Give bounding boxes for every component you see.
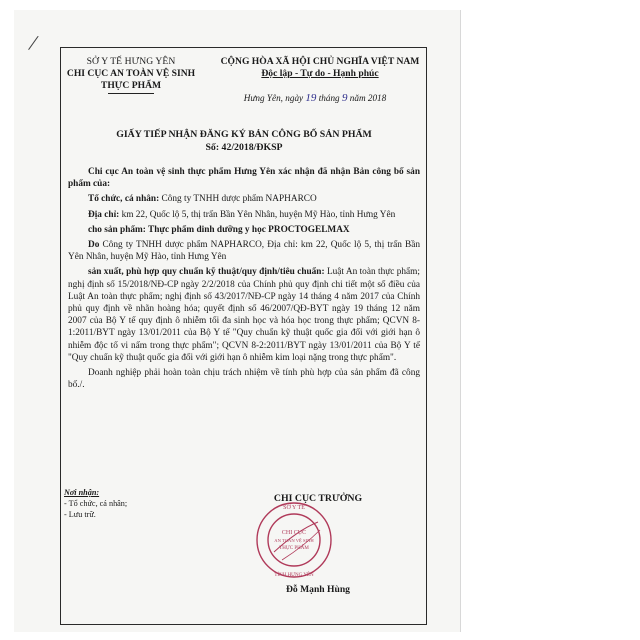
org-paragraph [68,193,420,205]
closing-paragraph: Doanh nghiệp phải hoàn toàn chịu trách nhiệm về tính phù hợp của sản phẩm đã công bố./. [68,368,420,391]
issue-date [210,92,420,104]
issuer-dept-line2: THỰC PHẨM [100,80,162,91]
date-day: 19 [305,92,317,104]
recipients-label: Nơi nhận: [64,488,100,497]
national-motto: Độc lập - Tự do - Hạnh phúc [261,68,379,79]
producer-label: Do [88,240,100,251]
standards-paragraph [68,266,420,364]
recipient-item: - Lưu trữ. [64,510,96,519]
stamp-line2: AN TOÀN VỆ SINH [274,538,314,543]
standards-label: sản xuất, phù hợp quy chuẩn kỹ thuật/quy định/tiêu chuẩn: [88,267,325,278]
date-month: 9 [341,92,348,104]
issuer-dept-line1: CHI CỤC AN TOÀN VỆ SINH [66,68,196,79]
producer-value: Công ty TNHH dược phẩm NAPHARCO, Địa chỉ: km 22, Quốc lộ 5, thị trấn Bần Yên Nhân, huyện Mỹ Hào, tỉnh Hưng Yên [68,240,421,263]
signer-name: Đỗ Mạnh Hùng [286,584,350,595]
stamp-line1: CHI CỤC [281,530,307,536]
country-name: CỘNG HÒA XÃ HỘI CHỦ NGHĨA VIỆT NAM [220,56,420,67]
issuer-org: SỞ Y TẾ HƯNG YÊN [86,56,176,67]
address-label: Địa chỉ: [88,209,120,220]
title-main: GIẤY TIẾP NHẬN ĐĂNG KÝ BẢN CÔNG BỐ SẢN PHẨM [116,129,372,140]
document-body [68,166,420,394]
standards-value: Luật An toàn thực phẩm; nghị định số 15/2018/NĐ-CP ngày 2/2/2018 của Chính phủ quy định chi tiết một số điều của Luật An toàn thực phẩm; nghị định số 43/2017/NĐ-CP ngày 14 tháng 4 năm 2017 của Chính phủ quy định về nhãn hoàng hóa; quyết định số 46/2007/QĐ-BYT ngày 19 tháng 12 năm 2007 của Bộ Y tế quy định ô nhiễm tối đa sinh học và hóa học trong thực phẩm; QCVN 8-1:2011/BYT ngày 13/01/2011 của Bộ Y tế "Quy chuẩn kỹ thuật quốc gia đối với giới hạn ô nhiễm độc tố vi nấm trong thực phẩm"; QCVN 8-2:2011/BYT ngày 13/01/2011 của Bộ Y tế "Quy chuẩn kỹ thuật quốc gia đối với giới hạn ô nhiễm kim loại nặng trong thực phẩm". [68,267,420,363]
national-header [220,56,420,80]
issuer-underline [108,93,154,94]
stamp-top-text: SỞ Y TẾ [283,505,305,511]
signer-title: CHI CỤC TRƯỞNG [273,493,363,504]
date-year: năm 2018 [349,93,387,103]
recipient-item: - Tổ chức, cá nhân; [64,499,128,508]
producer-paragraph [68,239,420,263]
address-paragraph [68,209,420,221]
official-seal-stamp [254,500,334,580]
org-label: Tổ chức, cá nhân: [88,194,160,205]
date-place: Hưng Yên, ngày [243,93,304,103]
org-value: Công ty TNHH dược phẩm NAPHARCO [161,194,317,205]
date-month-label: tháng [318,93,340,103]
document-title [74,128,414,154]
stamp-bottom-text: TỈNH HƯNG YÊN [274,573,314,578]
recipients-block [64,487,194,520]
handwritten-mark: / [28,29,38,56]
product-paragraph: cho sản phẩm: Thực phẩm dinh dưỡng y học PROCTOGELMAX [88,224,350,235]
title-number: Số: 42/2018/ĐKSP [205,142,283,153]
issuer-header [64,56,198,94]
intro-paragraph: Chi cục An toàn vệ sinh thực phẩm Hưng Yên xác nhận đã nhận Bản công bố sản phẩm của: [68,167,420,190]
stamp-line3: THỰC PHẨM [279,546,309,551]
address-value: km 22, Quốc lộ 5, thị trấn Bần Yên Nhân, huyện Mỹ Hào, tỉnh Hưng Yên [121,209,396,220]
